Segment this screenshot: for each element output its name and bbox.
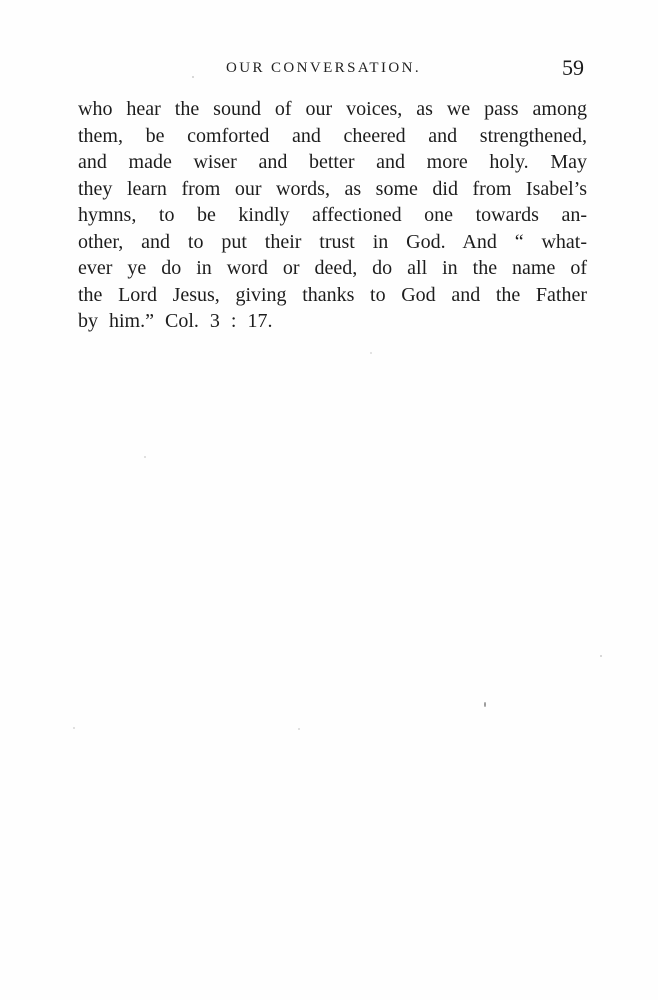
paper-speck bbox=[298, 728, 300, 730]
paper-speck bbox=[600, 655, 602, 657]
page-header bbox=[78, 55, 586, 82]
text-line: the Lord Jesus, giving thanks to God and the Father bbox=[78, 283, 587, 306]
paper-speck bbox=[144, 456, 146, 458]
text-line: ever ye do in word or deed, do all in the name of bbox=[78, 257, 587, 279]
paper-speck bbox=[192, 76, 194, 78]
page-number: 59 bbox=[562, 55, 584, 80]
paper-speck bbox=[73, 727, 75, 729]
running-head: OUR CONVERSATION. bbox=[226, 60, 421, 76]
text-line: and made wiser and better and more holy. May bbox=[78, 151, 587, 173]
text-line: them, be comforted and cheered and strengthened, bbox=[78, 124, 587, 147]
text-line: other, and to put their trust in God. And “ what- bbox=[78, 230, 587, 253]
text-line: they learn from our words, as some did from Isabel’s bbox=[78, 177, 587, 200]
body-paragraph bbox=[78, 96, 587, 335]
paper-speck bbox=[370, 352, 372, 354]
text-line: by him.” Col. 3 : 17. bbox=[78, 310, 273, 332]
paper-speck bbox=[484, 702, 486, 707]
text-line: hymns, to be kindly affectioned one towards an- bbox=[78, 204, 587, 226]
text-line: who hear the sound of our voices, as we pass among bbox=[78, 98, 587, 120]
